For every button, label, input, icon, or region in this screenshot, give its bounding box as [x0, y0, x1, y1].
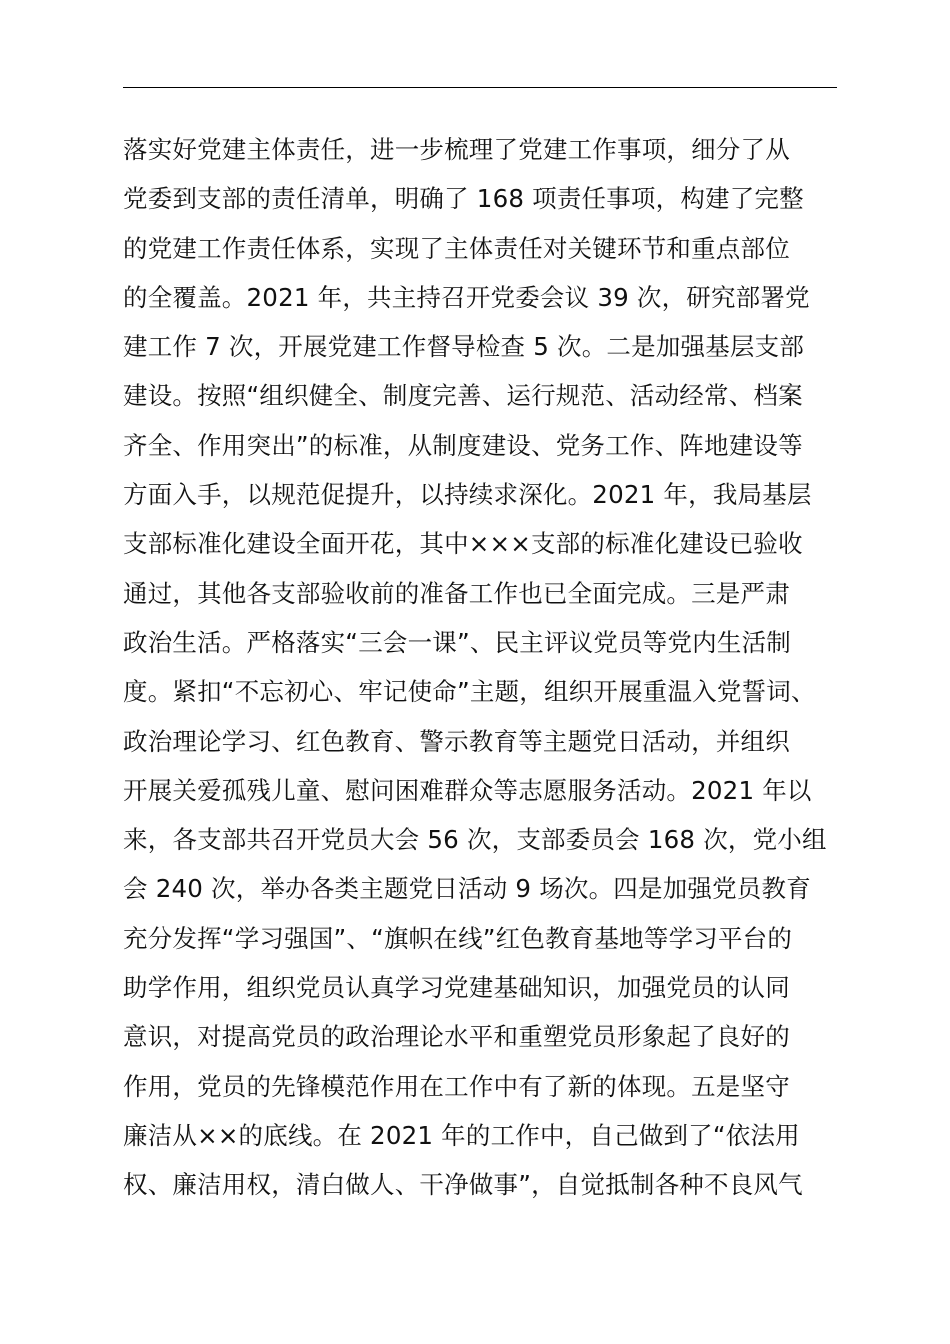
header-rule — [123, 87, 837, 88]
text-line: 建工作 7 次，开展党建工作督导检查 5 次。二是加强基层支部 — [123, 332, 805, 362]
text-line: 意识，对提高党员的政治理论水平和重塑党员形象起了良好的 — [123, 1022, 790, 1052]
text-line: 权、廉洁用权，清白做人、干净做事”，自觉抵制各种不良风气 — [123, 1170, 803, 1200]
text-line: 支部标准化建设全面开花，其中×××支部的标准化建设已验收 — [123, 529, 803, 559]
text-line: 廉洁从××的底线。在 2021 年的工作中，自己做到了“依法用 — [123, 1120, 800, 1150]
text-line: 政治生活。严格落实“三会一课”、民主评议党员等党内生活制 — [123, 627, 791, 657]
body-paragraph — [123, 125, 863, 1210]
text-line: 政治理论学习、红色教育、警示教育等主题党日活动，并组织 — [123, 726, 790, 756]
text-line: 党委到支部的责任清单，明确了 168 项责任事项，构建了完整 — [123, 184, 804, 214]
text-line: 通过，其他各支部验收前的准备工作也已全面完成。三是严肃 — [123, 578, 790, 608]
text-line: 落实好党建主体责任，进一步梳理了党建工作事项，细分了从 — [123, 135, 790, 164]
text-line: 度。紧扣“不忘初心、牢记使命”主题，组织开展重温入党誓词、 — [123, 677, 816, 707]
text-line: 会 240 次，举办各类主题党日活动 9 场次。四是加强党员教育 — [123, 874, 811, 904]
text-line: 作用，党员的先锋模范作用在工作中有了新的体现。五是坚守 — [123, 1071, 790, 1101]
text-line: 充分发挥“学习强国”、“旗帜在线”红色教育基地等学习平台的 — [123, 923, 793, 953]
text-line: 的全覆盖。2021 年，共主持召开党委会议 39 次，研究部署党 — [123, 282, 810, 312]
text-line: 助学作用，组织党员认真学习党建基础知识，加强党员的认同 — [123, 973, 790, 1003]
text-line: 方面入手，以规范促提升，以持续求深化。2021 年，我局基层 — [123, 480, 812, 510]
text-line: 齐全、作用突出”的标准，从制度建设、党务工作、阵地建设等 — [123, 430, 803, 460]
text-line: 开展关爱孤残儿童、慰问困难群众等志愿服务活动。2021 年以 — [123, 775, 812, 805]
text-line: 来，各支部共召开党员大会 56 次，支部委员会 168 次，党小组 — [123, 825, 827, 855]
text-line: 的党建工作责任体系，实现了主体责任对关键环节和重点部位 — [123, 233, 790, 263]
text-line: 建设。按照“组织健全、制度完善、运行规范、活动经常、档案 — [123, 381, 803, 411]
